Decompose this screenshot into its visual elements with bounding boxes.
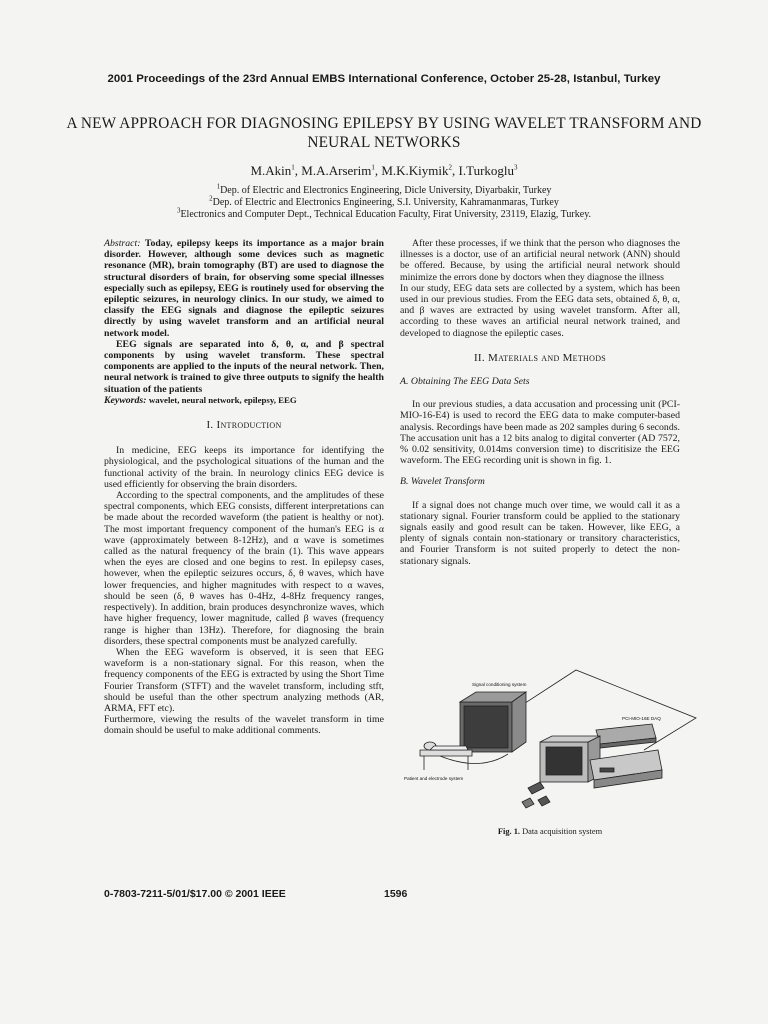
- paper-title: A NEW APPROACH FOR DIAGNOSING EPILEPSY BY USING WAVELET TRANSFORM AND NEURAL NETWORKS: [66, 115, 702, 151]
- methods-para-b: If a signal does not change much over time, we would call it as a stationary signal. Fourier transform could be applied to the stationary signals easily and good result can be taken. However, like EEG, a plenty of signals contain non-stationary or transitory characteristics, and Fourier Transform is not suited properly to detect the non-stationary signals.: [400, 499, 680, 567]
- data-acquisition-figure: [400, 662, 700, 822]
- intro-para-4: Furthermore, viewing the results of the wavelet transform in time domain should be useful to make additional comments.: [104, 714, 384, 737]
- methods-para-a: In our previous studies, a data accusation and processing unit (PCI-MIO-16-E4) is used to record the EEG data to make computer-based analysis. Recordings have been made as 202 samples during 6 seconds. The accusation unit has a 12 bits analog to digital converter (AD 7572, % 0.02 sensitivity, 0.014ms conversion time) to discritisize the EEG waveform. The EEG recording unit is shown in fig. 1.: [400, 399, 680, 467]
- page-number: 1596: [384, 888, 408, 900]
- left-column: [104, 238, 384, 737]
- intro-para-2: According to the spectral components, and the amplitudes of these spectral components, which EEG consists, different interpretations can be made about the recorded waveform (the patient is healthy or not). The most important frequency component of the human's EEG is α wave (approximately between 8-12Hz), and α wave is sometimes called as the natural frequency of the brain (1). This wave appears when the eyes are closed and one begins to rest. In epilepsy cases, however, when the epileptic seizures occurs, δ, θ waves, which have lower frequencies, and higher magnitudes with respect to α waves, should be seen (δ, θ waves has 0-4Hz, 4-8Hz frequency ranges, respectively). In addition, brain produces desynchronize waves, which have higher frequency, lower magnitude, called β waves (frequency range is higher than 13Hz). Therefore, for diagnosing the brain disorders, these spectral components must be analyzed carefully.: [104, 490, 384, 647]
- author-name: I.Turkoglu: [458, 163, 515, 178]
- subsection-heading-b: B. Wavelet Transform: [400, 476, 485, 488]
- data-acquisition-diagram: [400, 662, 700, 822]
- figure-label-patient: Patient and electrode system: [404, 776, 464, 781]
- author-name: M.K.Kiymik: [381, 163, 449, 178]
- affiliation-2: $^2$Dep. of Electric and Electronics Engineering, S.I. University, Kahramanmaras, Turkey: [209, 194, 559, 208]
- intro-para-3: When the EEG waveform is observed, it is seen that EEG waveform is a non-stationary signal. For this reason, when the frequency components of the EEG is extracted by using the Short Time Fourier Transform (STFT) and the wavelet transform, including stft, should be useful than the other spectrum analyzing methods (AR, ARMA, FFT etc).: [104, 646, 384, 714]
- intro-para-1: In medicine, EEG keeps its importance for identifying the physiological, and the psychological situations of the human and the functional activity of the brain. In neurology clinics EEG device is used efficiently for observing the brain disorders.: [104, 445, 384, 490]
- section-heading-intro: I. Introduction: [206, 419, 282, 432]
- keywords: Keywords: wavelet, neural network, epilepsy, EEG: [104, 394, 297, 406]
- figure-caption: Fig. 1. Data acquisition system: [497, 827, 603, 836]
- author-name: M.Akin: [250, 163, 292, 178]
- abstract: Abstract: Today, epilepsy keeps its importance as a major brain disorder. However, although some devices such as magnetic resonance (MR), brain tomography (BT) are used to diagnose the structural disorders of brain, for observing some special illnesses especially such as epilepsy, EEG is routinely used for observing the epileptic seizures, in neurology clinics. In our study, we aimed to classify the EEG signals and diagnose the epileptic seizures directly by using wavelet transform and an artificial neural network model.: [104, 238, 385, 339]
- figure-label-daq: PCI-MIO-16E DAQ: [622, 716, 661, 721]
- conference-header: 2001 Proceedings of the 23rd Annual EMBS International Conference, October 25-28, Istanbul, Turkey: [107, 73, 661, 85]
- author-name: M.A.Arserim: [301, 163, 372, 178]
- author-list: M.Akin$^1$, M.A.Arserim$^1$, M.K.Kiymik$^2$, I.Turkoglu$^3$: [250, 163, 518, 178]
- right-column: [400, 238, 680, 567]
- figure-label-signal: Signal conditioning system: [472, 682, 527, 687]
- right-para-2: In our study, EEG data sets are collected by a system, which has been used in our previous studies. From the EEG data sets, obtained δ, θ, α, and β waves are extracted by using wavelet transform. After all, according to these waves an artificial neural network trained, and developed to diagnose the epileptic cases.: [400, 282, 680, 339]
- subsection-heading-a: A. Obtaining The EEG Data Sets: [400, 376, 530, 388]
- footer-isbn: 0-7803-7211-5/01/$17.00 © 2001 IEEE: [104, 888, 286, 900]
- section-heading-methods: II. Materials and Methods: [473, 351, 607, 364]
- abstract-para-2: EEG signals are separated into δ, θ, α, and β spectral components by using wavelet transform. These spectral components are applied to the inputs of the neural network. Then, neural network is trained to give three outputs to signify the health situation of the patients: [104, 338, 384, 395]
- affiliation-3: $^3$Electronics and Computer Dept., Technical Education Faculty, Firat University, 23119, Elazig, Turkey.: [176, 206, 592, 220]
- affiliation-1: $^1$Dep. of Electric and Electronics Engineering, Dicle University, Diyarbakir, Turkey: [216, 182, 552, 196]
- right-para-1: After these processes, if we think that the person who diagnoses the illnesses is a doctor, use of an artificial neural network (ANN) should be offered. Because, by using the artificial neural network should minimize the errors done by doctors when they diagnose the illness: [400, 238, 680, 283]
